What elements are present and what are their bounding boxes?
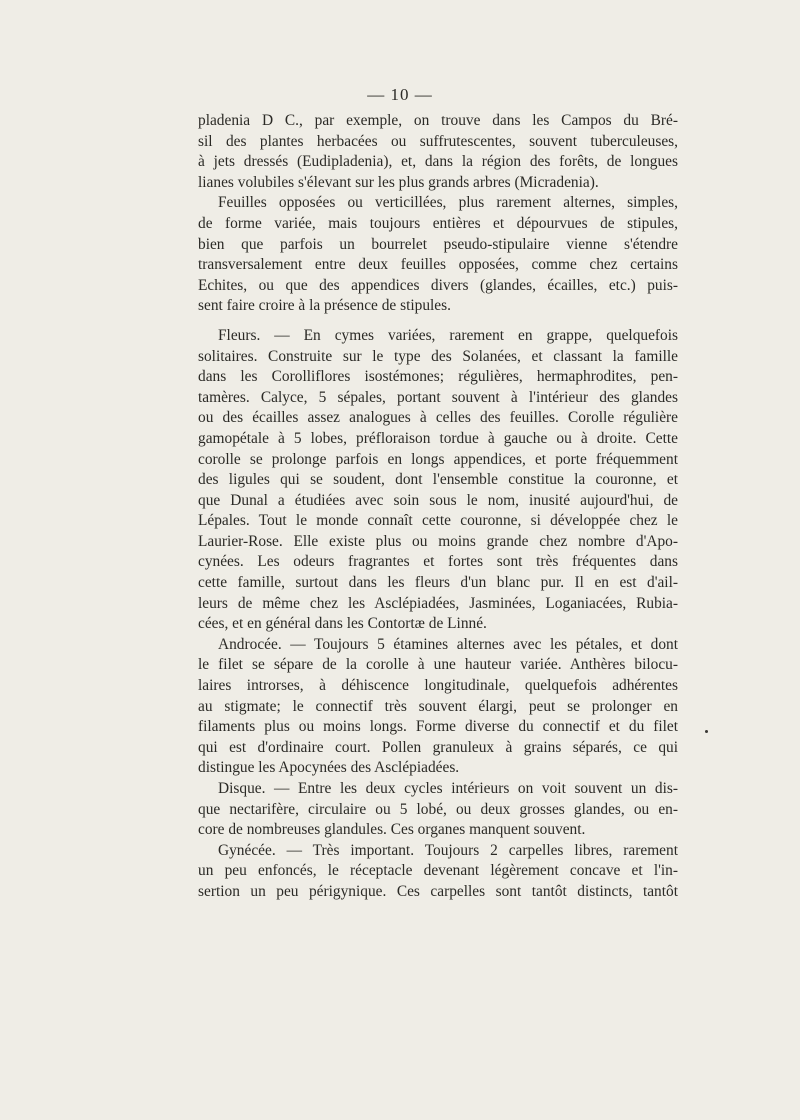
text-line: laires introrses, à déhiscence longitudinale, quelquefois adhérentes <box>198 677 678 695</box>
text-line: sertion un peu périgynique. Ces carpelles sont tantôt distincts, tantôt <box>198 882 678 900</box>
text-line: lianes volubiles s'élevant sur les plus grands arbres (Micradenia). <box>198 173 599 191</box>
body-text <box>198 111 678 903</box>
text-line: Echites, ou que des appendices divers (glandes, écailles, etc.) puis- <box>198 276 678 294</box>
text-line: un peu enfoncés, le réceptacle devenant légèrement concave et l'in- <box>198 862 678 880</box>
text-line: au stigmate; le connectif très souvent élargi, peut se prolonger en <box>198 697 678 715</box>
text-line: Feuilles opposées ou verticillées, plus rarement alternes, simples, <box>218 194 678 212</box>
text-line: cées, et en général dans les Contortæ de Linné. <box>198 615 487 633</box>
paragraph-gap <box>198 317 678 326</box>
text-line: le filet se sépare de la corolle à une hauteur variée. Anthères bilocu- <box>198 656 678 674</box>
text-line: core de nombreuses glandules. Ces organes manquent souvent. <box>198 821 586 839</box>
text-line: cette famille, surtout dans les fleurs d'un blanc pur. Il en est d'ail- <box>198 574 678 592</box>
text-line: qui est d'ordinaire court. Pollen granuleux à grains séparés, ce qui <box>198 738 678 756</box>
text-line: gamopétale à 5 lobes, préfloraison tordue à gauche ou à droite. Cette <box>198 429 678 447</box>
text-line: de forme variée, mais toujours entières et dépourvues de stipules, <box>198 214 678 232</box>
margin-dot <box>705 730 708 733</box>
text-line: Laurier-Rose. Elle existe plus ou moins grande chez nombre d'Apo- <box>198 532 678 550</box>
text-line: cynées. Les odeurs fragrantes et fortes sont très fréquentes dans <box>198 553 678 571</box>
text-line: filaments plus ou moins longs. Forme diverse du connectif et du filet <box>198 718 678 736</box>
text-line: Fleurs. — En cymes variées, rarement en grappe, quelquefois <box>218 326 678 344</box>
text-line: des ligules qui se soudent, dont l'ensemble constitue la couronne, et <box>198 471 678 489</box>
text-line: Androcée. — Toujours 5 étamines alternes avec les pétales, et dont <box>218 635 678 653</box>
text-line: sil des plantes herbacées ou suffrutescentes, souvent tuberculeuses, <box>198 132 678 150</box>
text-line: Lépales. Tout le monde connaît cette couronne, si développée chez le <box>198 512 678 530</box>
text-line: Gynécée. — Très important. Toujours 2 carpelles libres, rarement <box>218 841 678 859</box>
text-line: dans les Corolliflores isostémones; régulières, hermaphrodites, pen- <box>198 368 678 386</box>
text-line: solitaires. Construite sur le type des Solanées, et classant la famille <box>198 347 678 365</box>
text-line: ou des écailles assez analogues à celles des feuilles. Corolle régulière <box>198 409 678 427</box>
text-line: sent faire croire à la présence de stipules. <box>198 297 451 315</box>
text-line: distingue les Apocynées des Asclépiadées. <box>198 759 460 777</box>
text-line: que nectarifère, circulaire ou 5 lobé, ou deux grosses glandes, ou en- <box>198 800 678 818</box>
text-line: leurs de même chez les Asclépiadées, Jasminées, Loganiacées, Rubia- <box>198 594 678 612</box>
text-line: transversalement entre deux feuilles opposées, comme chez certains <box>198 256 678 274</box>
page-number: — 10 — <box>367 85 433 104</box>
text-line: pladenia D C., par exemple, on trouve dans les Campos du Bré- <box>198 112 678 129</box>
text-line: bien que parfois un bourrelet pseudo-stipulaire vienne s'étendre <box>198 235 678 253</box>
text-line: corolle se prolonge parfois en longs appendices, et porte fréquemment <box>198 450 678 468</box>
text-line: à jets dressés (Eudipladenia), et, dans la région des forêts, de longues <box>198 153 678 171</box>
text-line: tamères. Calyce, 5 sépales, portant souvent à l'intérieur des glandes <box>198 388 678 406</box>
text-line: Disque. — Entre les deux cycles intérieurs on voit souvent un dis- <box>218 780 678 797</box>
text-line: que Dunal a étudiées avec soin sous le nom, inusité aujourd'hui, de <box>198 491 678 509</box>
